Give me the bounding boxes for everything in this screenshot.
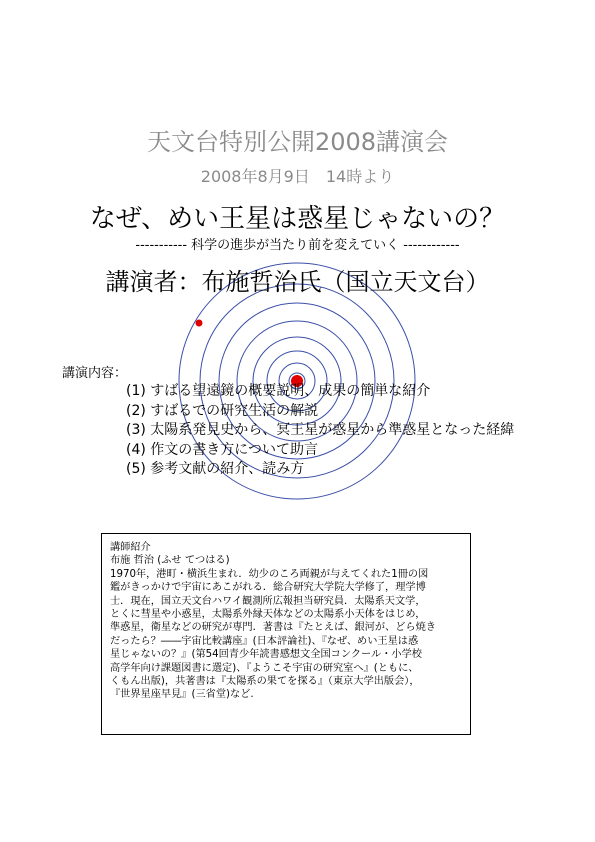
content-item: (5) 参考文献の紹介、読み方 (126, 461, 305, 477)
content-label: 講演内容： (62, 366, 128, 381)
bio-line: 1970年，港町・横浜生まれ．幼少のころ両親が与えてくれた1冊の図 (110, 568, 429, 580)
content-item: (3) 太陽系発見史から、冥王星が惑星から準惑星となった経緯 (126, 422, 515, 438)
bio-line: だったら？――宇宙比較講座』(日本評論社)、『なぜ、めい王星は惑 (110, 635, 419, 647)
bio-heading: 講師紹介 (110, 542, 151, 553)
bio-line: 高学年向け課題図書に選定)、『ようこそ宇宙の研究室へ』(ともに、 (110, 662, 419, 674)
bio-line: 星じゃないの？』(第54回青少年読書感想文全国コンクール・小学校 (110, 649, 422, 661)
content-item: (1) すばる望遠鏡の概要説明、成果の簡単な紹介 (126, 383, 431, 399)
event-date: 2008年8月9日 14時より (200, 167, 395, 186)
speaker-line: 講演者：布施哲治氏（国立天文台） (105, 268, 490, 296)
content-item: (2) すばるでの研究生活の解説 (126, 402, 319, 419)
bio-line: 『世界星座早見』(三省堂)など. (110, 689, 254, 701)
content-item: (4) 作文の書き方について助言 (126, 441, 319, 458)
subtitle: ----------- 科学の進歩が当たり前を変えていく ------------ (135, 238, 460, 253)
content-list (126, 382, 514, 480)
bio-line: とくに彗星や小惑星，太陽系外縁天体などの太陽系小天体をはじめ， (110, 609, 426, 621)
bio-line: 準惑星，衛星などの研究が専門．著書は『たとえば、銀河が、どら焼き (110, 622, 436, 634)
event-title: 天文台特別公開2008講演会 (146, 128, 449, 156)
bio-line: くもん出版)，共著書は『太陽系の果てを探る』（東京大学出版会）， (110, 676, 420, 688)
planet-dot (196, 320, 203, 327)
bio-line: 鑑がきっかけで宇宙にあこがれる．総合研究大学院大学修了，理学博 (110, 582, 426, 594)
bio-line: 布施 哲治 (ふせ てつはる) (110, 555, 230, 567)
lecture-title: なぜ、めい王星は惑星じゃないの？ (89, 204, 506, 234)
bio-line: 士．現在，国立天文台ハワイ観測所広報担当研究員．太陽系天文学， (110, 595, 426, 607)
speaker-bio-box (101, 533, 471, 735)
